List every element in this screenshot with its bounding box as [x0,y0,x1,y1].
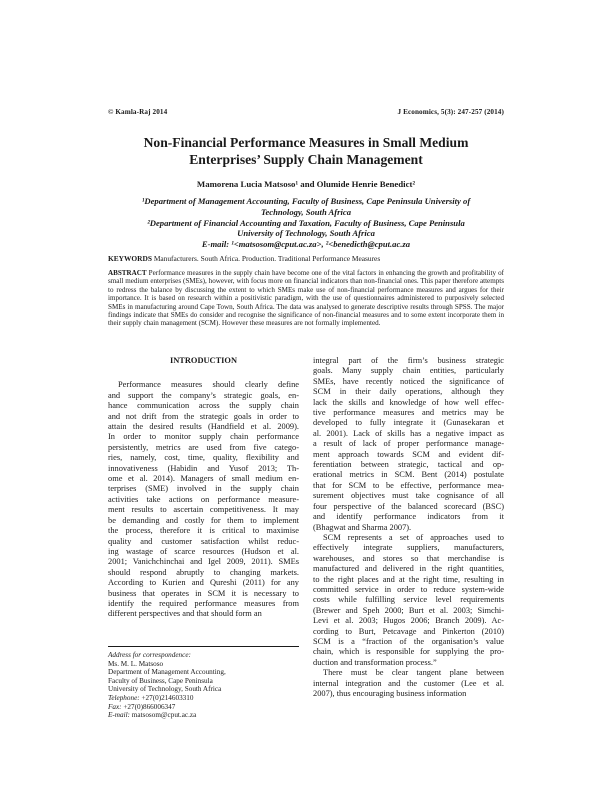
body-text-line: and not drift from the strategic goals in order to [108,411,299,421]
fax-label: Fax: [108,702,122,711]
body-text-line: goals. Many supply chain entities, particularly [313,366,504,376]
section-heading-introduction: INTRODUCTION [169,356,237,365]
affiliation-line: ¹Department of Management Accounting, Faculty of Business, Cape Peninsula University of [141,196,471,206]
body-text-line: persistently, metrics are used from five catego- [108,442,299,452]
body-text-line: (Bhagwat and Sharma 2007). [313,522,412,532]
body-text-line: ment approach towards SCM and evident dif- [313,449,504,459]
body-text-line: There must be clear tangent plane between [323,668,504,678]
body-text-line: duction and transformation process.” [313,657,437,667]
body-text-line: business that operates in SCM it is necessary to [108,588,299,598]
correspondence-footnote [108,646,299,720]
affiliation-line: University of Technology, South Africa [237,228,375,239]
body-text-line: activities take actions on performance measure- [108,494,299,504]
body-text-line: different perspectives and that should form an [108,609,262,619]
body-text-line: the process, therefore it is critical to maximise [108,526,299,536]
body-text-line: ing wastage of scarce resources (Hudson et al. [108,546,299,556]
body-text-line: ries, namely, cost, time, quality, flexibility and [108,453,299,463]
body-text-line: tive performance measures and metrics may be [313,408,504,418]
body-text-line: chain, which is responsible for supplying the pro- [313,647,504,657]
body-text-line: be demanding and costly for them to implement [108,515,299,525]
body-text-line: manufactured and delivered in the right quantities, [313,564,504,574]
body-text-line: innovativeness (Habidin and Yusof 2013; Th- [108,463,299,473]
body-text-line: According to Kurien and Qureshi (2011) for any [108,578,299,588]
correspondence-dept: Department of Management Accounting, [108,668,226,677]
body-text-line: costs while fulfilling service level requirements [313,595,504,605]
body-text-line: four perspective of the balanced scorecard (BSC) [313,501,504,511]
body-text-line: to the right places and at the right time, resulting in [313,574,504,584]
body-text-line: integral part of the firm’s business strategic [313,356,504,365]
body-text-line: surement objectives must take cognisance of all [313,491,504,501]
body-text-line: internal integration and the customer (Lee et al. [313,678,504,688]
body-text-line: ome et al. 2014). Managers of small medium en- [108,474,299,484]
body-text-line: developed to fully integrate it (Gunasekaran et [313,418,504,428]
body-text-line: 2007), thus encouraging business information [313,689,467,698]
affiliation-line: ²Department of Financial Accounting and Taxation, Faculty of Business, Cape Peninsula [147,217,465,228]
keywords-label: KEYWORDS [108,254,152,263]
body-text-line: lack the skills and knowledge of how well effec- [313,397,504,407]
abstract-text: Performance measures in the supply chain have become one of the vital factors in enhancing the growth and profitability of small medium enterprises (SMEs), however, with focus more on financial indicators than non-financial ones. This paper therefore attempts to redress the balance by discussing the extent to which SMEs make use of non-financial performance measures and argues for their importance. It is based on research within a positivistic paradigm, with the use of questionnaires administered to purposively selected SMEs in manufacturing around Cape Town, South Africa. The data was analysed to generate descriptive results through SPSS. The major findings indicate that SMEs do consider and recognise the significance of non-financial measures and to some extent incorporate them in their supply chain management (SCM). However these measures are not formally implemented. [108,269,504,328]
author-list: Mamorena Lucia Matsoso¹ and Olumide Henrie Benedict² [196,179,416,189]
correspondence-label: Address for correspondence: [108,651,191,659]
correspondence-email [108,711,299,720]
running-header-citation: J Economics, 5(3): 247-257 (2014) [397,108,504,116]
title-line: Enterprises’ Supply Chain Management [189,152,423,167]
body-text-line: and identify performance indicators from it [313,512,504,522]
affiliation-email-line: E-mail: ¹<matsosom@cput.ac.za>, ²<benedicth@cput.ac.za [201,239,411,250]
body-text-line: al. 2001). Lack of skills has a negative impact as [313,428,504,438]
body-text-line: Performance measures should clearly define [118,380,299,390]
body-text-line: identify the required performance measures from [108,598,299,608]
body-text-line: 2001; Vanichchinchai and Igel 2009, 2011). SMEs [108,557,299,567]
article-title [100,134,512,168]
running-header-copyright: © Kamla-Raj 2014 [108,108,168,116]
body-text-line: effectively integrate suppliers, manufacturers, [313,543,504,553]
body-text-line: a result of lack of proper performance manage- [313,439,504,449]
telephone-label: Telephone: [108,693,140,702]
body-text-line: In order to monitor supply chain performance [108,432,299,442]
keywords-text: Manufacturers. South Africa. Production. Traditional Performance Measures [153,254,381,263]
body-text-line: Levi et al. 2003; Hugos 2006; Branch 2009). Ac- [313,616,504,626]
body-text-line: (Brewer and Speh 2000; Burt et al. 2003; Simchi- [313,605,504,615]
email-label: E-mail: [108,711,130,720]
email-value: matsosom@cput.ac.za [131,711,197,720]
body-column-left [108,356,299,620]
body-text-line: and support the company’s strategic goals, en- [108,390,299,400]
body-text-line: should respond abruptly to changing markets. [108,567,299,577]
abstract-label: ABSTRACT [108,269,147,277]
correspondence-telephone [108,694,299,703]
body-text-line: SCM represents a set of approaches used to [323,532,504,542]
body-text-line: SMEs, have recently noticed the significance of [313,376,504,386]
body-text-line: warehouses, and stores so that merchandise is [313,553,504,563]
body-text-line: ment results to ascertain competitiveness. It may [108,505,299,515]
correspondence-faculty: Faculty of Business, Cape Peninsula [108,676,213,685]
body-text-line: committed service in order to reduce system-wide [313,584,504,594]
body-text-line: terprises (SME) involved in the supply chain [108,484,299,494]
correspondence-university: University of Technology, South Africa [108,685,222,694]
title-line: Non-Financial Performance Measures in Small Medium [143,135,469,150]
body-text-line: that for SCM to be effective, performance mea- [313,480,504,490]
body-text-line: ferentiation between strategic, tactical and op- [313,460,504,470]
affiliation-line: Technology, South Africa [260,206,351,217]
keywords-block [108,254,504,263]
body-text-line: quality and customer satisfaction whilst reduc- [108,536,299,546]
body-text-line: cording to Burt, Petcavage and Pinkerton (2010) [313,626,504,636]
correspondence-name: Ms. M. L. Matsoso [108,659,164,668]
body-text-line: SCM is a “fraction of the organisation’s value [313,636,504,646]
fax-value: +27(0)866006347 [123,702,176,711]
author-affiliations [108,196,504,250]
body-text-line: SCM in their daily operations, although they [313,387,504,397]
correspondence-fax [108,703,299,712]
body-text-line: attain the desired results (Handfield et al. 2009). [108,422,299,432]
body-column-right [313,356,504,699]
body-text-line: hance communication across the supply chain [108,401,299,411]
telephone-value: +27(0)214603310 [141,693,194,702]
abstract-block [108,269,504,328]
body-text-line: erational metrics in SCM. Bent (2014) postulate [313,470,504,480]
